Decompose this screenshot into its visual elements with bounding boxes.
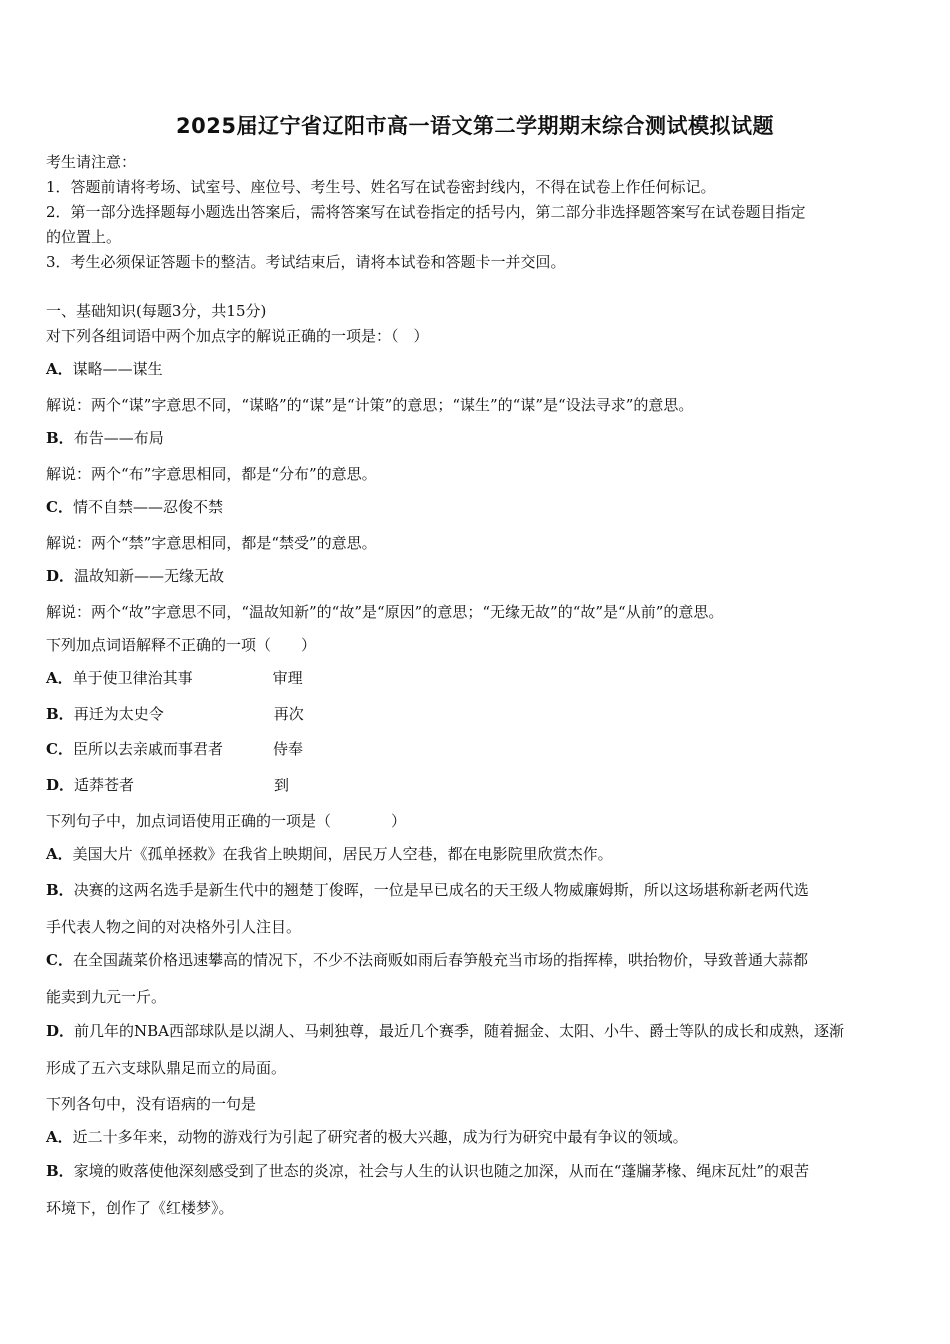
option-label: B． [46,881,74,899]
option-gloss: 审理 [272,669,303,687]
option-c [46,497,223,517]
question-stem: 下列各句中，没有语病的一句是 [46,1095,257,1113]
option-label: C． [46,498,73,516]
option-text: 臣所以去亲戚而事君者 [72,740,223,758]
option-b [46,880,809,900]
option-text: 决赛的这两名选手是新生代中的翘楚丁俊晖，一位是早已成名的天王级人物威廉姆斯，所以这场堪称新老两代选 [73,881,809,899]
section-heading: 一、基础知识(每题3分，共15分) [46,302,267,320]
option-b [46,1161,809,1181]
question-stem: 下列句子中，加点词语使用正确的一项是（ ） [46,812,407,830]
option-text: 布告——布局 [73,429,164,447]
option-label: A． [46,360,73,378]
option-text: 近二十多年来，动物的游戏行为引起了研究者的极大兴趣，成为行为研究中最有争议的领域。 [72,1128,688,1146]
option-label: C． [46,951,73,969]
option-label: D． [46,1022,75,1040]
notice-heading: 考生请注意： [46,153,137,171]
option-explanation: 解说：两个“禁”字意思相同，都是“禁受”的意思。 [46,534,377,552]
option-text: 单于使卫律治其事 [72,669,193,687]
option-label: A． [46,1128,73,1146]
option-text-continued: 环境下，创作了《红楼梦》。 [46,1199,234,1217]
notice-item: 2．第一部分选择题每小题选出答案后，需将答案写在试卷指定的括号内，第二部分非选择题答案写在试卷题目指定 [46,203,806,221]
option-text: 适莽苍者 [74,776,135,794]
option-text: 前几年的NBA西部球队是以湖人、马刺独尊，最近几个赛季，随着掘金、太阳、小牛、爵士等队的成长和成熟，逐渐 [74,1022,845,1040]
option-text-continued: 能卖到九元一斤。 [46,988,167,1006]
notice-item: 的位置上。 [46,228,122,246]
option-label: B． [46,429,74,447]
option-label: A． [46,669,73,687]
option-label: B． [46,1162,74,1180]
option-b [46,704,304,724]
option-d [46,1021,844,1041]
option-explanation: 解说：两个“谋”字意思不同，“谋略”的“谋”是“计策”的意思；“谋生”的“谋”是“设法寻求”的意思。 [46,396,694,414]
option-label: B． [46,705,74,723]
option-c [46,739,303,759]
option-text-continued: 形成了五六支球队鼎足而立的局面。 [46,1059,287,1077]
option-gloss: 到 [274,776,290,794]
option-explanation: 解说：两个“故”字意思不同，“温故知新”的“故”是“原因”的意思；“无缘无故”的“故”是“从前”的意思。 [46,603,724,621]
option-text: 温故知新——无缘无故 [74,567,225,585]
option-label: C． [46,740,73,758]
question-stem: 下列加点词语解释不正确的一项（ ） [46,636,317,654]
notice-item: 3．考生必须保证答题卡的整洁。考试结束后，请将本试卷和答题卡一并交回。 [46,253,566,271]
option-a [46,844,613,864]
option-text: 情不自禁——忍俊不禁 [72,498,223,516]
option-c [46,950,808,970]
option-a [46,668,303,688]
option-text: 美国大片《孤单拯救》在我省上映期间，居民万人空巷，都在电影院里欣赏杰作。 [72,845,613,863]
option-text: 再迁为太史令 [73,705,164,723]
option-label: A． [46,845,73,863]
option-label: D． [46,776,75,794]
option-gloss: 再次 [273,705,304,723]
option-a [46,359,163,379]
option-a [46,1127,688,1147]
question-stem: 对下列各组词语中两个加点字的解说正确的一项是：（ ） [46,327,429,345]
option-label: D． [46,567,75,585]
option-text: 在全国蔬菜价格迅速攀高的情况下，不少不法商贩如雨后春笋般充当市场的指挥棒，哄抬物价，导致普通大蒜都 [72,951,808,969]
option-explanation: 解说：两个“布”字意思相同，都是“分布”的意思。 [46,465,377,483]
option-b [46,428,164,448]
option-text: 谋略——谋生 [72,360,163,378]
option-text: 家境的败落使他深刻感受到了世态的炎凉，社会与人生的认识也随之加深，从而在“蓬牖茅椽、绳床瓦灶”的艰苦 [73,1162,810,1180]
notice-item: 1．答题前请将考场、试室号、座位号、考生号、姓名写在试卷密封线内，不得在试卷上作任何标记。 [46,178,716,196]
option-gloss: 侍奉 [272,740,303,758]
option-d [46,775,289,795]
option-text-continued: 手代表人物之间的对决格外引人注目。 [46,918,302,936]
option-d [46,566,224,586]
page-title: 2025届辽宁省辽阳市高一语文第二学期期末综合测试模拟试题 [176,114,774,138]
